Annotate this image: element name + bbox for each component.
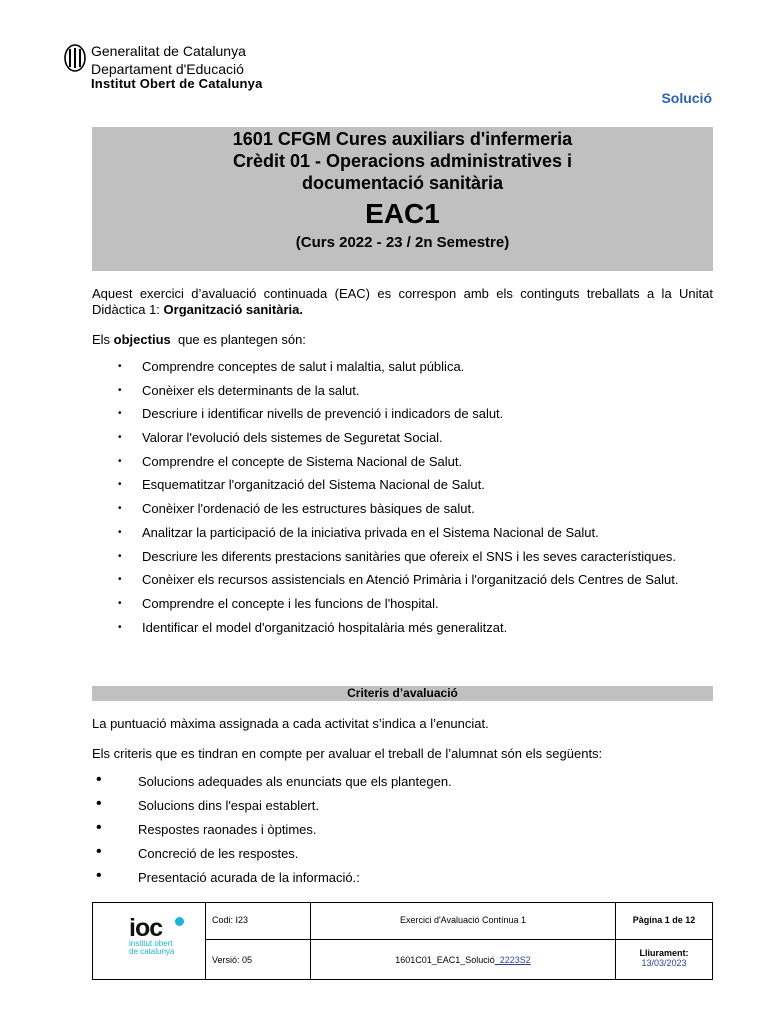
- criteris-paragraph-1: La puntuació màxima assignada a cada activitat s’indica a l’enunciat.: [92, 716, 489, 731]
- objective-item: • Esquematitzar l'organització del Sistema Nacional de Salut.: [92, 477, 713, 493]
- objectives-prefix: Els: [92, 332, 114, 347]
- footer-file-suffix: _2223S2: [494, 955, 531, 965]
- footer-lliurament: [616, 940, 712, 979]
- footer-page-number: Pàgina 1 de 12: [616, 903, 712, 940]
- footer-file-prefix: 1601C01_EAC1_Solució: [395, 955, 495, 965]
- course-period: (Curs 2022 - 23 / 2n Semestre): [295, 234, 510, 251]
- objectives-list: [92, 359, 713, 643]
- ioc-dot-icon: [175, 917, 184, 926]
- criteris-paragraph-2: Els criteris que es tindran en compte per avaluar el treball de l’alumnat són els següents:: [92, 746, 603, 761]
- objective-item: • Conèixer els recursos assistencials en Atenció Primària i l'organització dels Centres de Salut.: [92, 572, 713, 588]
- objective-item: • Descriure i identificar nivells de prevenció i indicadors de salut.: [92, 406, 713, 422]
- lliurament-date: 13/03/2023: [641, 958, 687, 968]
- objective-item: • Valorar l'evolució dels sistemes de Seguretat Social.: [92, 430, 713, 446]
- criteria-list: [92, 774, 713, 894]
- course-title: 1601 CFGM Cures auxiliars d'infermeria: [232, 129, 573, 149]
- objective-item: • Analitzar la participació de la iniciativa privada en el Sistema Nacional de Salut.: [92, 525, 713, 541]
- criteris-heading: Criteris d’avaluació: [92, 686, 713, 701]
- ioc-sub-line1: institut obert: [129, 939, 173, 948]
- criterion-item: • Respostes raonades i òptimes.: [92, 822, 713, 838]
- institute-name: Institut Obert de Catalunya: [91, 76, 263, 91]
- credit-title-line2: documentació sanitària: [301, 173, 504, 193]
- ioc-sub-line2: de catalunya: [129, 947, 175, 956]
- credit-title-line1: Crèdit 01 - Operacions administratives i: [232, 151, 573, 171]
- criterion-item: • Solucions dins l'espai establert.: [92, 798, 713, 814]
- ioc-logo: [93, 903, 206, 979]
- intro-paragraph: [92, 286, 713, 318]
- intro-text: Aquest exercici d’avaluació continuada (EAC) es correspon amb els continguts treballats a la Unitat Didàctica 1:: [92, 286, 713, 317]
- objective-item: • Identificar el model d'organització hospitalària més generalitzat.: [92, 620, 713, 636]
- footer-filename: [311, 940, 616, 979]
- footer-table: [92, 902, 713, 980]
- objectives-bold: objectius: [113, 332, 171, 347]
- objective-item: • Comprendre el concepte i les funcions de l'hospital.: [92, 596, 713, 612]
- objectives-suffix: que es plantegen són:: [170, 332, 306, 347]
- department-name: Departament d'Educació: [91, 61, 244, 77]
- lliurament-label: Lliurament:: [639, 948, 689, 958]
- footer-exercise-name: Exercici d'Avaluació Contínua 1: [311, 903, 616, 940]
- ioc-logo-subtitle: [129, 940, 174, 956]
- title-box: [92, 127, 713, 271]
- objective-item: • Comprendre conceptes de salut i malaltia, salut pública.: [92, 359, 713, 375]
- criterion-item: • Presentació acurada de la informació.:: [92, 870, 713, 886]
- generalitat-name: Generalitat de Catalunya: [91, 43, 246, 59]
- intro-unit-name: Organització sanitària.: [163, 302, 303, 317]
- ioc-logo-text: ioc: [129, 914, 163, 942]
- criterion-item: • Solucions adequades als enunciats que els plantegen.: [92, 774, 713, 790]
- eac-title: EAC1: [365, 198, 440, 229]
- objectives-intro: [92, 332, 713, 348]
- objective-item: • Descriure les diferents prestacions sanitàries que ofereix el SNS i les seves característiques.: [92, 549, 713, 565]
- objective-item: • Conèixer l'ordenació de les estructures bàsiques de salut.: [92, 501, 713, 517]
- solucio-label: Solució: [661, 90, 712, 106]
- generalitat-seal-icon: [64, 44, 86, 72]
- objective-item: • Comprendre el concepte de Sistema Nacional de Salut.: [92, 454, 713, 470]
- footer-codi: Codi: I23: [206, 903, 311, 940]
- criterion-item: • Concreció de les respostes.: [92, 846, 713, 862]
- footer-versio: Versió: 05: [206, 940, 311, 979]
- objective-item: • Conèixer els determinants de la salut.: [92, 383, 713, 399]
